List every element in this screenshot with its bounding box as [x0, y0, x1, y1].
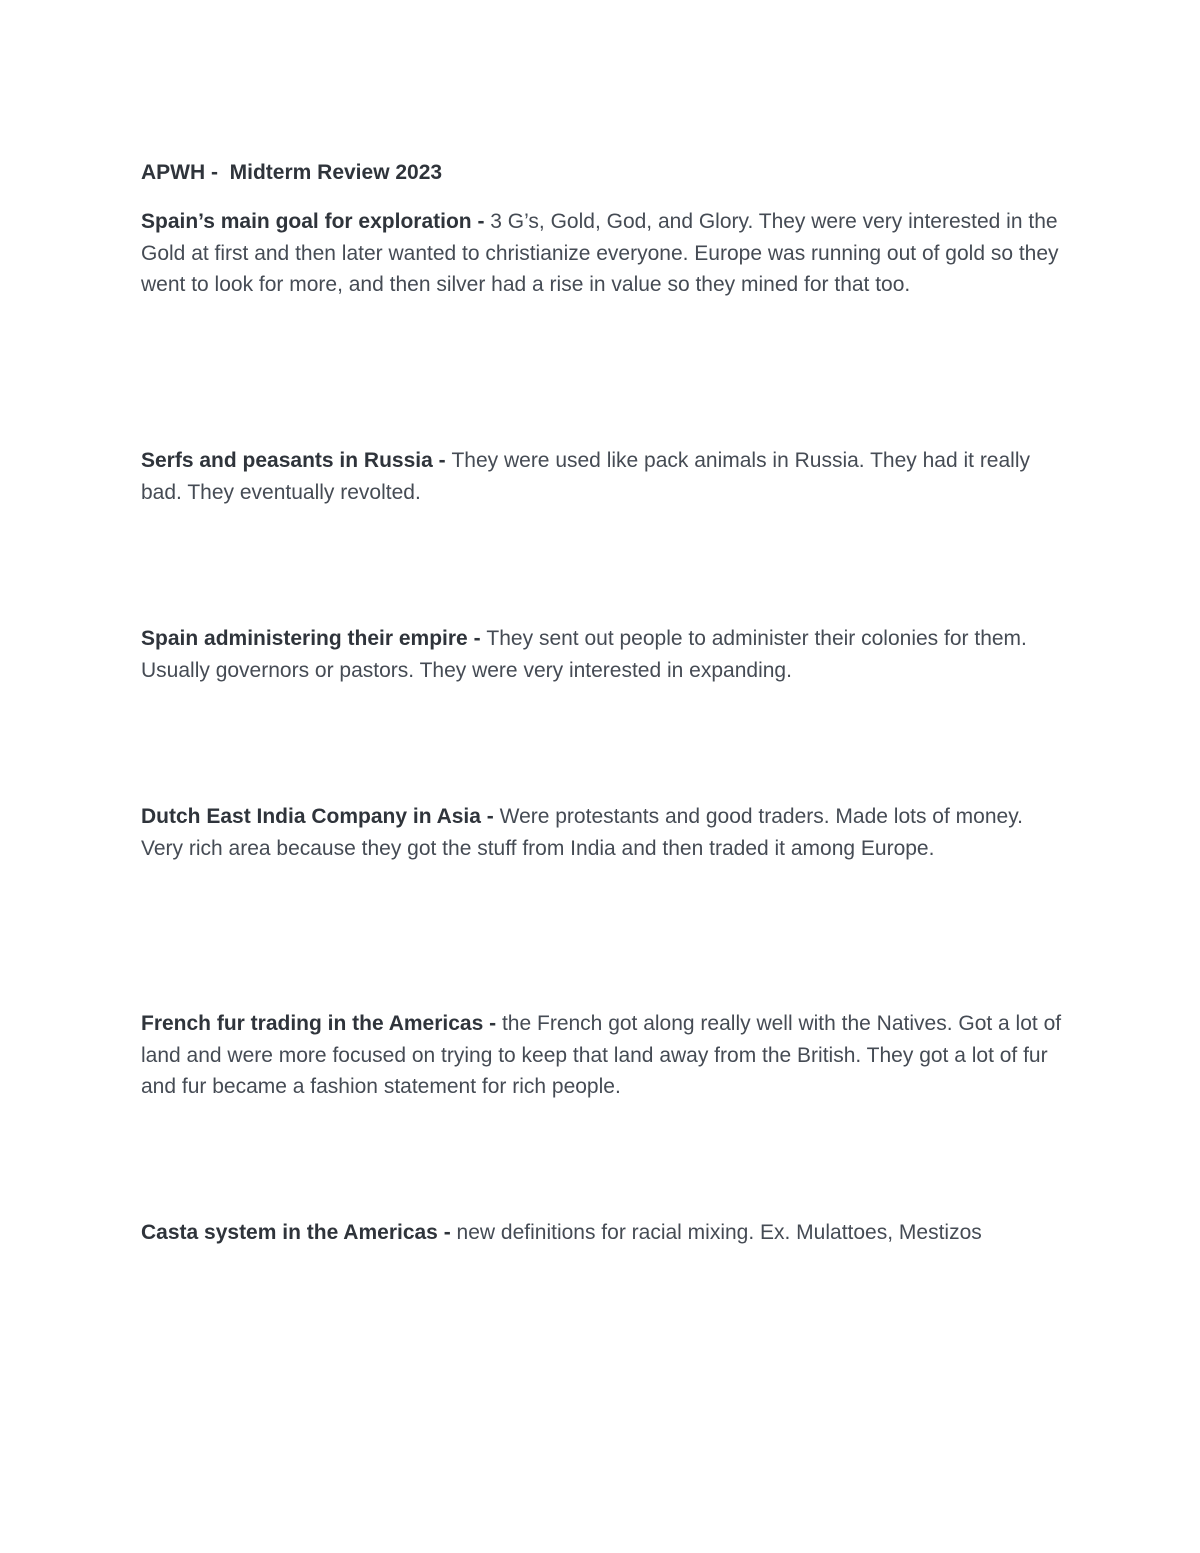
- entry-separator: -: [467, 627, 487, 650]
- entry-definition: 3 G’s, Gold, God, and Glory. They were very interested in the Gold at first and then later wanted to christianize everyone. Europe was running out of gold so they went to look for more, and then silver had a rise in value so they mined for that too.: [141, 210, 1059, 296]
- review-entry: [141, 445, 1066, 508]
- review-entry: [141, 801, 1066, 864]
- entry-separator: -: [471, 210, 491, 233]
- entry-separator: -: [483, 1012, 502, 1035]
- entry-term: French fur trading in the Americas: [141, 1012, 484, 1035]
- entry-term: Serfs and peasants in Russia: [141, 449, 433, 472]
- entry-definition: They sent out people to administer their colonies for them. Usually governors or pastors. They were very interested in expanding.: [141, 627, 1027, 682]
- review-entry: [141, 206, 1066, 301]
- entry-term: Spain administering their empire: [141, 627, 468, 650]
- entry-definition: They were used like pack animals in Russia. They had it really bad. They eventually revolted.: [141, 449, 1030, 504]
- entry-definition: Were protestants and good traders. Made lots of money. Very rich area because they got the stuff from India and then traded it among Europe.: [141, 805, 1023, 860]
- entry-definition: the French got along really well with the Natives. Got a lot of land and were more focused on trying to keep that land away from the British. They got a lot of fur and fur became a fashion statement for rich people.: [141, 1012, 1062, 1098]
- entry-separator: -: [432, 449, 452, 472]
- entry-term: Spain’s main goal for exploration: [141, 210, 472, 233]
- entry-separator: -: [480, 805, 500, 828]
- document-title: APWH - Midterm Review 2023: [141, 161, 443, 184]
- entry-term: Casta system in the Americas: [141, 1221, 438, 1244]
- review-entry: [141, 1217, 1066, 1249]
- review-entry: [141, 1008, 1066, 1103]
- entry-definition: new definitions for racial mixing. Ex. Mulattoes, Mestizos: [456, 1221, 982, 1244]
- entry-separator: -: [437, 1221, 457, 1244]
- entry-term: Dutch East India Company in Asia: [141, 805, 481, 828]
- review-entry: [141, 623, 1066, 686]
